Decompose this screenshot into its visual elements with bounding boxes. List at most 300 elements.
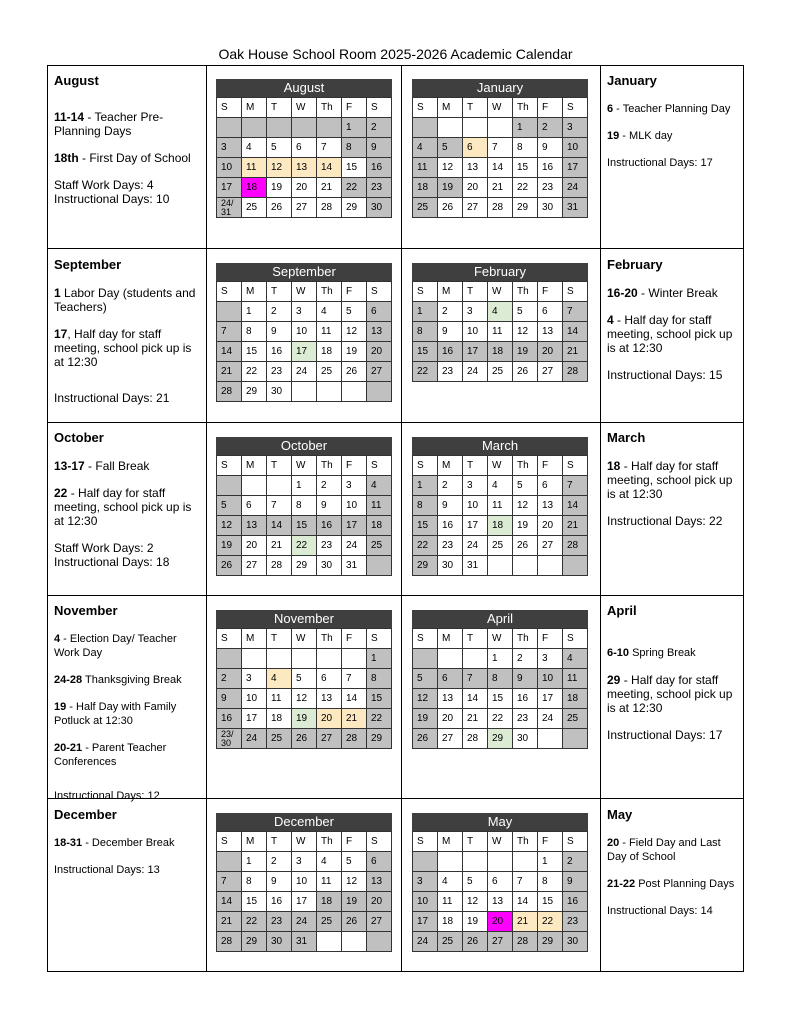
day-cell — [217, 852, 242, 872]
day-cell: 3 — [342, 476, 367, 496]
week-row — [217, 382, 392, 402]
day-cell: 14 — [342, 689, 367, 709]
day-cell: 19 — [513, 342, 538, 362]
weekday-label: F — [342, 282, 367, 302]
day-cell: 9 — [317, 496, 342, 516]
date-range: 18 — [607, 459, 621, 473]
day-cell: 11 — [563, 669, 588, 689]
day-cell: 27 — [538, 536, 563, 556]
day-cell: 8 — [538, 872, 563, 892]
weekday-header-row — [413, 98, 588, 118]
week-row — [413, 476, 588, 496]
day-cell: 17 — [242, 709, 267, 729]
day-cell: 4 — [317, 302, 342, 322]
weekday-label: Th — [513, 456, 538, 476]
weekday-label: S — [413, 456, 438, 476]
day-cell: 12 — [463, 892, 488, 912]
day-cell: 30 — [267, 932, 292, 952]
week-row — [413, 362, 588, 382]
day-cell: 5 — [292, 669, 317, 689]
day-cell: 10 — [292, 872, 317, 892]
day-cell: 13 — [538, 322, 563, 342]
note-text: - Half day for staff meeting, school pick up is at 12:30 — [54, 486, 192, 528]
day-cell: 28 — [488, 198, 513, 218]
day-cell — [292, 382, 317, 402]
date-range: 6-10 — [607, 647, 630, 659]
week-row — [217, 536, 392, 556]
day-cell: 3 — [538, 649, 563, 669]
day-cell: 5 — [513, 476, 538, 496]
day-cell: 28 — [563, 362, 588, 382]
week-row — [217, 729, 392, 749]
day-cell: 11 — [317, 322, 342, 342]
day-cell: 27 — [538, 362, 563, 382]
week-row — [217, 178, 392, 198]
day-cell: 9 — [267, 872, 292, 892]
week-row — [217, 302, 392, 322]
weekday-label: M — [242, 629, 267, 649]
calendar-february — [412, 263, 588, 382]
weekday-label: S — [563, 629, 588, 649]
day-cell — [413, 852, 438, 872]
week-row — [217, 342, 392, 362]
week-row — [413, 198, 588, 218]
day-cell: 3 — [463, 476, 488, 496]
day-cell: 22 — [292, 536, 317, 556]
day-cell: 30 — [513, 729, 538, 749]
day-cell: 14 — [217, 892, 242, 912]
weekday-label: T — [267, 98, 292, 118]
day-cell: 2 — [438, 302, 463, 322]
day-cell: 14 — [317, 158, 342, 178]
day-cell: 12 — [342, 322, 367, 342]
weekday-label: Th — [317, 282, 342, 302]
day-cell: 29 — [413, 556, 438, 576]
day-cell: 1 — [242, 852, 267, 872]
week-row — [217, 709, 392, 729]
day-cell: 17 — [292, 892, 317, 912]
day-cell: 6 — [367, 302, 392, 322]
day-cell — [292, 649, 317, 669]
day-cell: 3 — [217, 138, 242, 158]
notes-october — [54, 431, 202, 582]
day-cell: 20 — [317, 709, 342, 729]
notes-heading: December — [54, 807, 117, 822]
day-cell: 14 — [463, 689, 488, 709]
day-cell: 19 — [267, 178, 292, 198]
day-cell — [488, 556, 513, 576]
day-cell — [538, 556, 563, 576]
day-cell: 20 — [538, 516, 563, 536]
day-cell: 27 — [317, 729, 342, 749]
day-cell: 26 — [513, 362, 538, 382]
column-divider — [401, 66, 402, 971]
day-cell — [342, 932, 367, 952]
weekday-label: W — [488, 456, 513, 476]
date-range: 22 — [54, 486, 68, 500]
date-range: 17 — [54, 327, 68, 341]
week-row — [413, 178, 588, 198]
day-cell: 16 — [438, 342, 463, 362]
note-text: Labor Day (students and Teachers) — [54, 286, 196, 314]
date-range: 29 — [607, 673, 621, 687]
day-cell: 7 — [267, 496, 292, 516]
day-cell: 15 — [413, 516, 438, 536]
row-divider — [48, 248, 743, 249]
weekday-header-row — [413, 832, 588, 852]
weekday-label: F — [538, 456, 563, 476]
day-cell: 2 — [367, 118, 392, 138]
day-cell: 4 — [267, 669, 292, 689]
day-cell: 9 — [513, 669, 538, 689]
day-cell: 24 — [413, 932, 438, 952]
day-cell: 24 — [463, 536, 488, 556]
weekday-label: F — [342, 456, 367, 476]
day-cell: 28 — [317, 198, 342, 218]
weekday-label: Th — [513, 98, 538, 118]
date-range: 6 — [607, 103, 614, 115]
day-cell: 14 — [488, 158, 513, 178]
weekday-header-row — [217, 832, 392, 852]
day-cell: 13 — [538, 496, 563, 516]
day-cell: 28 — [463, 729, 488, 749]
day-cell: 4 — [242, 138, 267, 158]
note-text: - Teacher Planning Day — [613, 103, 731, 115]
day-cell: 16 — [538, 158, 563, 178]
weekday-label: M — [242, 832, 267, 852]
month-title: February — [412, 263, 588, 281]
day-cell: 13 — [367, 872, 392, 892]
note-text: Thanksgiving Break — [82, 674, 182, 686]
column-divider — [206, 66, 207, 971]
day-cell: 2 — [267, 852, 292, 872]
day-cell: 2 — [563, 852, 588, 872]
weekday-header-row — [217, 456, 392, 476]
day-cell — [513, 852, 538, 872]
weekday-label: M — [438, 456, 463, 476]
notes-february — [607, 258, 739, 395]
day-cell: 3 — [413, 872, 438, 892]
day-cell — [217, 476, 242, 496]
staff-work-days: Staff Work Days: 2 — [54, 541, 154, 555]
day-cell: 1 — [367, 649, 392, 669]
date-range: 13-17 — [54, 459, 85, 473]
day-cell — [267, 649, 292, 669]
weekday-label: W — [488, 832, 513, 852]
week-row — [217, 932, 392, 952]
week-row — [217, 689, 392, 709]
day-cell — [563, 556, 588, 576]
week-row — [413, 872, 588, 892]
week-row — [217, 892, 392, 912]
day-cell: 17 — [413, 912, 438, 932]
note-text: - Half day for staff meeting, school pick up is at 12:30 — [607, 673, 733, 715]
weekday-label: Th — [513, 282, 538, 302]
day-cell: 1 — [413, 476, 438, 496]
notes-january — [607, 74, 739, 183]
day-cell: 23 — [563, 912, 588, 932]
day-cell: 22 — [538, 912, 563, 932]
day-cell: 6 — [538, 302, 563, 322]
day-cell — [342, 382, 367, 402]
day-cell: 8 — [242, 872, 267, 892]
month-title: December — [216, 813, 392, 831]
calendar-september — [216, 263, 392, 402]
day-cell: 10 — [463, 496, 488, 516]
week-row — [413, 516, 588, 536]
day-cell: 15 — [242, 892, 267, 912]
day-cell: 29 — [242, 932, 267, 952]
day-cell — [488, 118, 513, 138]
weekday-label: F — [538, 629, 563, 649]
day-cell: 31 — [563, 198, 588, 218]
day-cell: 21 — [463, 709, 488, 729]
weekday-label: M — [242, 282, 267, 302]
weekday-label: S — [413, 98, 438, 118]
day-cell: 5 — [438, 138, 463, 158]
day-cell: 4 — [488, 302, 513, 322]
day-cell: 19 — [217, 536, 242, 556]
day-cell: 25 — [438, 932, 463, 952]
week-row — [413, 892, 588, 912]
day-cell: 5 — [342, 302, 367, 322]
day-cell: 15 — [513, 158, 538, 178]
day-cell — [342, 649, 367, 669]
day-cell: 22 — [242, 912, 267, 932]
day-cell: 8 — [342, 138, 367, 158]
day-cell: 12 — [413, 689, 438, 709]
date-range: 20 — [607, 837, 620, 849]
notes-heading: November — [54, 603, 118, 618]
month-table — [412, 628, 588, 749]
day-cell: 24 — [292, 362, 317, 382]
day-cell: 25 — [488, 362, 513, 382]
day-cell: 20 — [463, 178, 488, 198]
day-cell: 27 — [367, 912, 392, 932]
day-cell: 16 — [563, 892, 588, 912]
day-cell: 19 — [292, 709, 317, 729]
weekday-label: S — [367, 456, 392, 476]
weekday-label: S — [563, 456, 588, 476]
notes-heading: October — [54, 430, 104, 445]
day-cell — [438, 649, 463, 669]
day-cell: 2 — [438, 476, 463, 496]
row-divider — [48, 422, 743, 423]
day-cell: 21 — [513, 912, 538, 932]
weekday-label: Th — [513, 832, 538, 852]
day-cell: 17 — [463, 342, 488, 362]
day-cell: 27 — [242, 556, 267, 576]
day-cell: 3 — [563, 118, 588, 138]
month-title: September — [216, 263, 392, 281]
weekday-label: S — [367, 832, 392, 852]
day-cell — [463, 649, 488, 669]
day-cell: 19 — [463, 912, 488, 932]
day-cell: 13 — [292, 158, 317, 178]
day-cell: 19 — [342, 342, 367, 362]
staff-work-days: Staff Work Days: 4 — [54, 178, 154, 192]
month-table — [216, 628, 392, 749]
day-cell: 7 — [317, 138, 342, 158]
day-cell: 6 — [367, 852, 392, 872]
notes-november — [54, 604, 202, 816]
month-table — [412, 97, 588, 218]
notes-may — [607, 808, 739, 931]
day-cell — [513, 556, 538, 576]
column-divider — [600, 66, 601, 971]
day-cell: 26 — [513, 536, 538, 556]
day-cell: 18 — [267, 709, 292, 729]
day-cell: 30 — [267, 382, 292, 402]
day-cell: 18 — [317, 892, 342, 912]
day-cell: 7 — [488, 138, 513, 158]
weekday-label: T — [463, 832, 488, 852]
date-range: 20-21 — [54, 742, 83, 754]
day-cell: 13 — [367, 322, 392, 342]
day-cell: 13 — [317, 689, 342, 709]
day-cell: 8 — [413, 322, 438, 342]
day-cell: 24 — [538, 709, 563, 729]
week-row — [413, 729, 588, 749]
note-text: - Half day for staff meeting, school pick up is at 12:30 — [607, 313, 733, 355]
notes-heading: August — [54, 73, 99, 88]
weekday-label: M — [438, 98, 463, 118]
weekday-label: T — [267, 629, 292, 649]
notes-heading: April — [607, 603, 637, 618]
note-text: Post Planning Days — [635, 878, 735, 890]
day-cell: 1 — [292, 476, 317, 496]
week-row — [413, 118, 588, 138]
day-cell: 9 — [438, 496, 463, 516]
day-cell — [367, 556, 392, 576]
day-cell: 28 — [563, 536, 588, 556]
date-range: 24-28 — [54, 674, 83, 686]
day-cell: 19 — [342, 892, 367, 912]
note-text: - Parent Teacher Conferences — [54, 742, 167, 768]
weekday-label: W — [292, 456, 317, 476]
month-table — [412, 455, 588, 576]
instructional-days: Instructional Days: 18 — [54, 555, 170, 569]
weekday-label: T — [463, 456, 488, 476]
day-cell: 26 — [292, 729, 317, 749]
day-cell: 18 — [413, 178, 438, 198]
day-cell: 1 — [513, 118, 538, 138]
date-range: 18th — [54, 151, 79, 165]
day-cell: 10 — [292, 322, 317, 342]
weekday-label: W — [488, 282, 513, 302]
weekday-header-row — [413, 629, 588, 649]
week-row — [217, 912, 392, 932]
week-row — [217, 158, 392, 178]
day-cell: 29 — [242, 382, 267, 402]
day-cell: 28 — [217, 382, 242, 402]
instructional-days: Instructional Days: 12 — [54, 790, 160, 802]
weekday-label: S — [217, 456, 242, 476]
day-cell: 23 — [367, 178, 392, 198]
day-cell: 7 — [513, 872, 538, 892]
day-cell: 18 — [242, 178, 267, 198]
day-cell: 13 — [488, 892, 513, 912]
weekday-label: S — [563, 98, 588, 118]
week-row — [413, 852, 588, 872]
day-cell: 26 — [217, 556, 242, 576]
note-text: - Election Day/ Teacher Work Day — [54, 633, 177, 659]
day-cell — [217, 118, 242, 138]
day-cell: 1 — [413, 302, 438, 322]
day-cell: 8 — [292, 496, 317, 516]
day-cell: 17 — [342, 516, 367, 536]
day-cell: 26 — [413, 729, 438, 749]
week-row — [217, 476, 392, 496]
week-row — [217, 872, 392, 892]
day-cell — [242, 118, 267, 138]
day-cell — [267, 476, 292, 496]
day-cell: 10 — [538, 669, 563, 689]
day-cell: 2 — [538, 118, 563, 138]
weekday-label: S — [367, 282, 392, 302]
day-cell: 7 — [563, 302, 588, 322]
month-table — [412, 281, 588, 382]
day-cell: 22 — [367, 709, 392, 729]
day-cell — [292, 118, 317, 138]
day-cell — [242, 476, 267, 496]
instructional-days: Instructional Days: 13 — [54, 864, 160, 876]
day-cell: 2 — [217, 669, 242, 689]
weekday-label: W — [292, 282, 317, 302]
day-cell: 17 — [463, 516, 488, 536]
note-text: - Winter Break — [637, 286, 718, 300]
week-row — [217, 649, 392, 669]
week-row — [217, 138, 392, 158]
day-cell: 3 — [292, 852, 317, 872]
calendar-october — [216, 437, 392, 576]
day-cell: 2 — [317, 476, 342, 496]
weekday-header-row — [217, 98, 392, 118]
day-cell: 17 — [538, 689, 563, 709]
weekday-label: S — [217, 629, 242, 649]
month-table — [216, 281, 392, 402]
weekday-label: Th — [317, 98, 342, 118]
note-text: - Half Day with Family Potluck at 12:30 — [54, 701, 177, 727]
day-cell: 30 — [367, 198, 392, 218]
day-cell: 15 — [242, 342, 267, 362]
weekday-label: Th — [317, 832, 342, 852]
day-cell: 21 — [563, 342, 588, 362]
day-cell: 19 — [513, 516, 538, 536]
day-cell: 2 — [267, 302, 292, 322]
day-cell: 27 — [488, 932, 513, 952]
weekday-label: W — [292, 98, 317, 118]
weekday-label: T — [267, 282, 292, 302]
weekday-label: M — [242, 98, 267, 118]
note-text: - First Day of School — [78, 151, 191, 165]
notes-heading: February — [607, 257, 663, 272]
day-cell: 9 — [217, 689, 242, 709]
day-cell: 20 — [367, 892, 392, 912]
weekday-label: T — [267, 832, 292, 852]
note-text: Spring Break — [629, 647, 696, 659]
week-row — [217, 852, 392, 872]
week-row — [413, 932, 588, 952]
day-cell: 12 — [342, 872, 367, 892]
week-row — [217, 322, 392, 342]
day-cell: 21 — [217, 362, 242, 382]
weekday-label: T — [267, 456, 292, 476]
day-cell: 16 — [267, 892, 292, 912]
weekday-label: S — [413, 629, 438, 649]
day-cell: 11 — [267, 689, 292, 709]
day-cell: 21 — [217, 912, 242, 932]
